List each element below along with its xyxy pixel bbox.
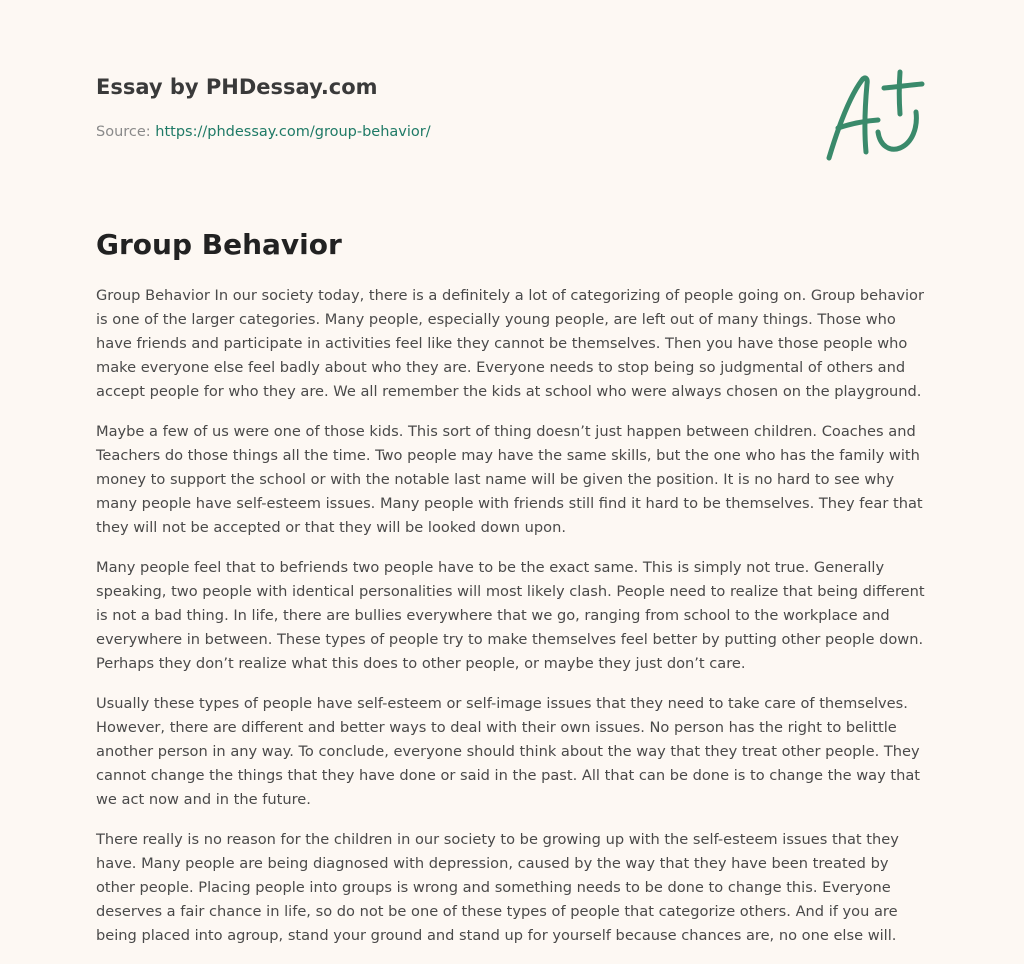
essay-paragraph: There really is no reason for the children in our society to be growing up with the self-esteem issues that they have. Many people are being diagnosed with depression, caused by the way that they have been treated by other people. Placing people into groups is wrong and something needs to be done to change this. Everyone deserves a fair chance in life, so do not be one of these types of people that categorize others. And if you are being placed into agroup, stand your ground and stand up for yourself because chances are, no one else will. [96,831,899,944]
a-plus-grade-icon [820,66,930,166]
essay-paragraph: Usually these types of people have self-esteem or self-image issues that they need to take care of themselves. However, there are different and better ways to deal with their own issues. No person has the right to belittle another person in any way. To conclude, everyone should think about the way that they treat other people. They cannot change the things that they have done or said in the past. All that can be done is to change the way that we act now and in the future. [96,695,921,808]
site-title: Essay by PHDessay.com [96,75,378,99]
source-line [96,122,856,142]
essay-paragraph: Many people feel that to befriends two people have to be the exact same. This is simply not true. Generally speaking, two people with identical personalities will most likely clash. People need to realize that being different is not a bad thing. In life, there are bullies everywhere that we go, ranging from school to the workplace and everywhere in between. These types of people try to make themselves feel better by putting other people down. Perhaps they don’t realize what this does to other people, or maybe they just don’t care. [96,559,925,672]
essay-title: Group Behavior [96,228,342,261]
source-label: Source: [96,124,151,140]
page-header [96,72,856,142]
essay-body [96,284,931,964]
essay-paragraph: Group Behavior In our society today, there is a definitely a lot of categorizing of people going on. Group behavior is one of the larger categories. Many people, especially young people, are left out of many things. Those who have friends and participate in activities feel like they cannot be themselves. Then you have those people who make everyone else feel badly about who they are. Everyone needs to stop being so judgmental of others and accept people for who they are. We all remember the kids at school who were always chosen on the playground. [96,287,924,400]
essay-paragraph: Maybe a few of us were one of those kids. This sort of thing doesn’t just happen between children. Coaches and Teachers do those things all the time. Two people may have the same skills, but the one who has the family with money to support the school or with the notable last name will be given the position. It is no hard to see why many people have self-esteem issues. Many people with friends still find it hard to be themselves. They fear that they will not be accepted or that they will be looked down upon. [96,423,923,536]
source-link[interactable]: https://phdessay.com/group-behavior/ [155,124,431,140]
